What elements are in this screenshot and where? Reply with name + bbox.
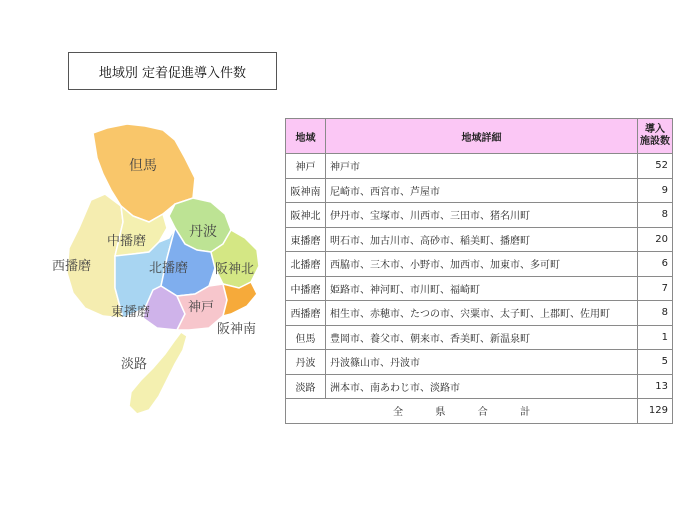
row-count: 8 [638,203,673,228]
row-detail: 明石市、加古川市、高砂市、稲美町、播磨町 [326,227,638,252]
row-detail: 丹波篠山市、丹波市 [326,350,638,375]
region-installations-table [285,118,673,424]
label-awaji: 淡路 [121,357,148,372]
total-char: 合 [477,407,488,419]
table-header-row [286,119,673,154]
label-tajima: 但馬 [129,158,157,174]
row-detail: 尼崎市、西宮市、芦屋市 [326,178,638,203]
row-count: 8 [638,301,673,326]
row-detail: 西脇市、三木市、小野市、加西市、加東市、多可町 [326,252,638,277]
table-row [286,350,673,375]
row-area: 但馬 [286,325,326,350]
label-nishiharima: 西播磨 [52,259,92,274]
table-row [286,154,673,179]
row-detail: 神戸市 [326,154,638,179]
row-area: 淡路 [286,374,326,399]
table-body [286,154,673,399]
table-row [286,276,673,301]
label-tanba: 丹波 [189,224,217,240]
table-row [286,374,673,399]
label-nakaharima: 中播磨 [107,234,147,249]
label-kitaharima: 北播磨 [149,261,189,276]
table-row [286,301,673,326]
total-label [286,399,638,424]
row-area: 中播磨 [286,276,326,301]
total-char: 全 [392,407,403,419]
table-row [286,252,673,277]
table-row [286,325,673,350]
row-count: 13 [638,374,673,399]
total-char: 計 [520,407,531,419]
row-count: 7 [638,276,673,301]
table-row [286,227,673,252]
row-detail: 洲本市、南あわじ市、淡路市 [326,374,638,399]
row-area: 東播磨 [286,227,326,252]
header-area: 地域 [286,119,326,154]
row-count: 5 [638,350,673,375]
row-detail: 豊岡市、養父市、朝来市、香美町、新温泉町 [326,325,638,350]
table-total-row [286,399,673,424]
row-count: 52 [638,154,673,179]
header-count-line2: 施設数 [640,136,670,147]
label-hanshinminami: 阪神南 [217,322,257,337]
row-area: 阪神北 [286,203,326,228]
row-area: 阪神南 [286,178,326,203]
row-detail: 姫路市、神河町、市川町、福崎町 [326,276,638,301]
label-kobe: 神戸 [188,300,215,315]
row-count: 6 [638,252,673,277]
total-char: 県 [435,407,446,419]
chart-title-text: 地域別 定着促進導入件数 [98,65,247,81]
row-area: 北播磨 [286,252,326,277]
hyogo-region-map [45,118,270,418]
row-detail: 相生市、赤穂市、たつの市、宍粟市、太子町、上郡町、佐用町 [326,301,638,326]
label-higashiharima: 東播磨 [111,305,151,320]
total-count: 129 [638,399,673,424]
table-row [286,178,673,203]
row-count: 9 [638,178,673,203]
row-area: 丹波 [286,350,326,375]
row-area: 西播磨 [286,301,326,326]
table-row [286,203,673,228]
chart-title [68,52,277,90]
region-awaji [129,332,187,414]
row-count: 1 [638,325,673,350]
label-hanshinkita: 阪神北 [215,262,255,277]
header-detail: 地域詳細 [326,119,638,154]
row-count: 20 [638,227,673,252]
row-area: 神戸 [286,154,326,179]
row-detail: 伊丹市、宝塚市、川西市、三田市、猪名川町 [326,203,638,228]
region-hanshinminami [223,282,257,316]
header-count-line1: 導入 [645,124,665,135]
header-count [638,119,673,154]
